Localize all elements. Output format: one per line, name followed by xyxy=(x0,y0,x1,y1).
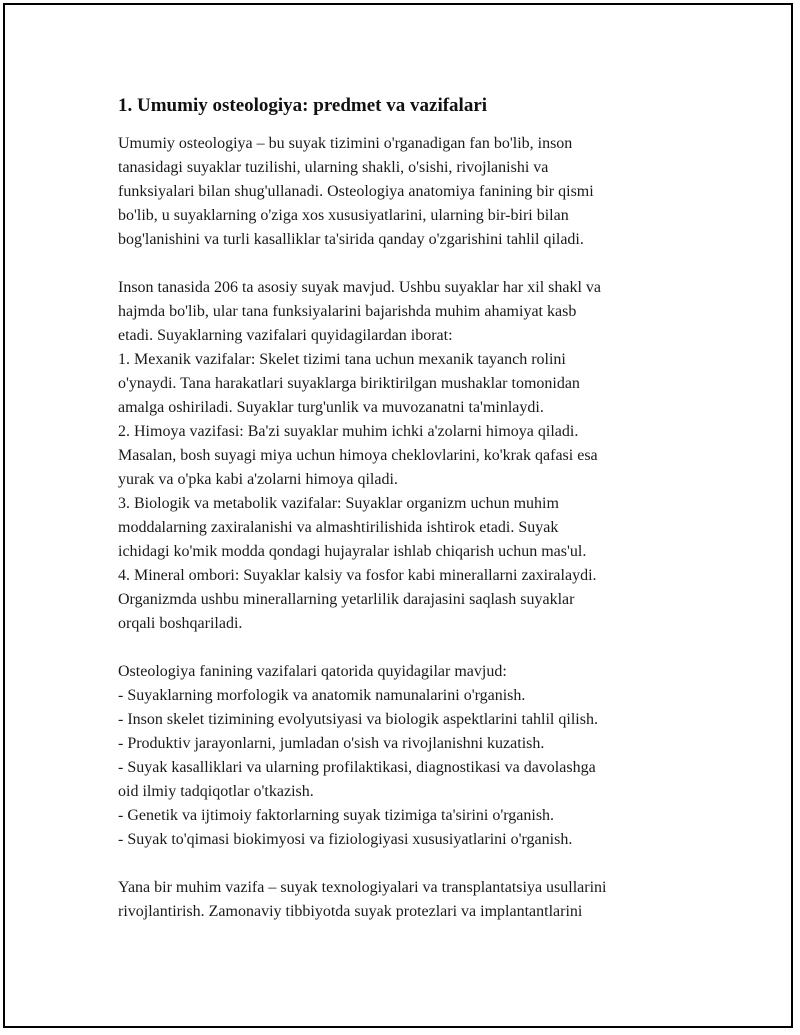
paragraph-technologies: Yana bir muhim vazifa – suyak texnologiyalari va transplantatsiya usullarini rivojlantirish. Zamonaviy tibbiyotda suyak protezlari va implantantlarini xyxy=(118,879,607,920)
paragraph-osteology-tasks: Osteologiya fanining vazifalari qatorida quyidagilar mavjud: - Suyaklarning morfologik va anatomik namunalarini o'rganish. - Inson skelet tizimining evolyutsiyasi va biologik aspektlarini tahlil qilish. - Produktiv jarayonlarni, jumladan o'sish va rivojlanishni kuzatish. - Suyak kasalliklari va ularning profilaktikasi, diagnostikasi va davolashga oid ilmiy tadqiqotlar o'tkazish. - Genetik va ijtimoiy faktorlarning suyak tizimiga ta'sirini o'rganish. - Suyak to'qimasi biokimyosi va fiziologiyasi xususiyatlarini o'rganish. xyxy=(118,663,598,848)
paragraph-introduction: Umumiy osteologiya – bu suyak tizimini o'rganadigan fan bo'lib, inson tanasidagi suyaklar tuzilishi, ularning shakli, o'sishi, rivojlanishi va funksiyalari bilan shug'ullanadi. Osteologiya anatomiya fanining bir qismi bo'lib, u suyaklarning o'ziga xos xususiyatlarini, ularning bir-biri bilan bog'lanishini va turli kasalliklar ta'sirida qanday o'zgarishini tahlil qiladi. xyxy=(118,135,594,248)
document-body xyxy=(118,94,698,924)
section-heading: 1. Umumiy osteologiya: predmet va vazifalari xyxy=(118,95,488,116)
paragraph-bone-functions: Inson tanasida 206 ta asosiy suyak mavjud. Ushbu suyaklar har xil shakl va hajmda bo'lib, ular tana funksiyalarini bajarishda muhim ahamiyat kasb etadi. Suyaklarning vazifalari quyidagilardan iborat: 1. Mexanik vazifalar: Skelet tizimi tana uchun mexanik tayanch rolini o'ynaydi. Tana harakatlari suyaklarga biriktirilgan mushaklar tomonidan amalga oshiriladi. Suyaklar turg'unlik va muvozanatni ta'minlaydi. 2. Himoya vazifasi: Ba'zi suyaklar muhim ichki a'zolarni himoya qiladi. Masalan, bosh suyagi miya uchun himoya cheklovlarini, ko'krak qafasi esa yurak va o'pka kabi a'zolarni himoya qiladi. 3. Biologik va metabolik vazifalar: Suyaklar organizm uchun muhim moddalarning zaxiralanishi va almashtirilishida ishtirok etadi. Suyak ichidagi ko'mik modda qondagi hujayralar ishlab chiqarish uchun mas'ul. 4. Mineral ombori: Suyaklar kalsiy va fosfor kabi minerallarni zaxiralaydi. Organizmda ushbu minerallarning yetarlilik darajasini saqlash suyaklar orqali boshqariladi. xyxy=(118,279,602,632)
